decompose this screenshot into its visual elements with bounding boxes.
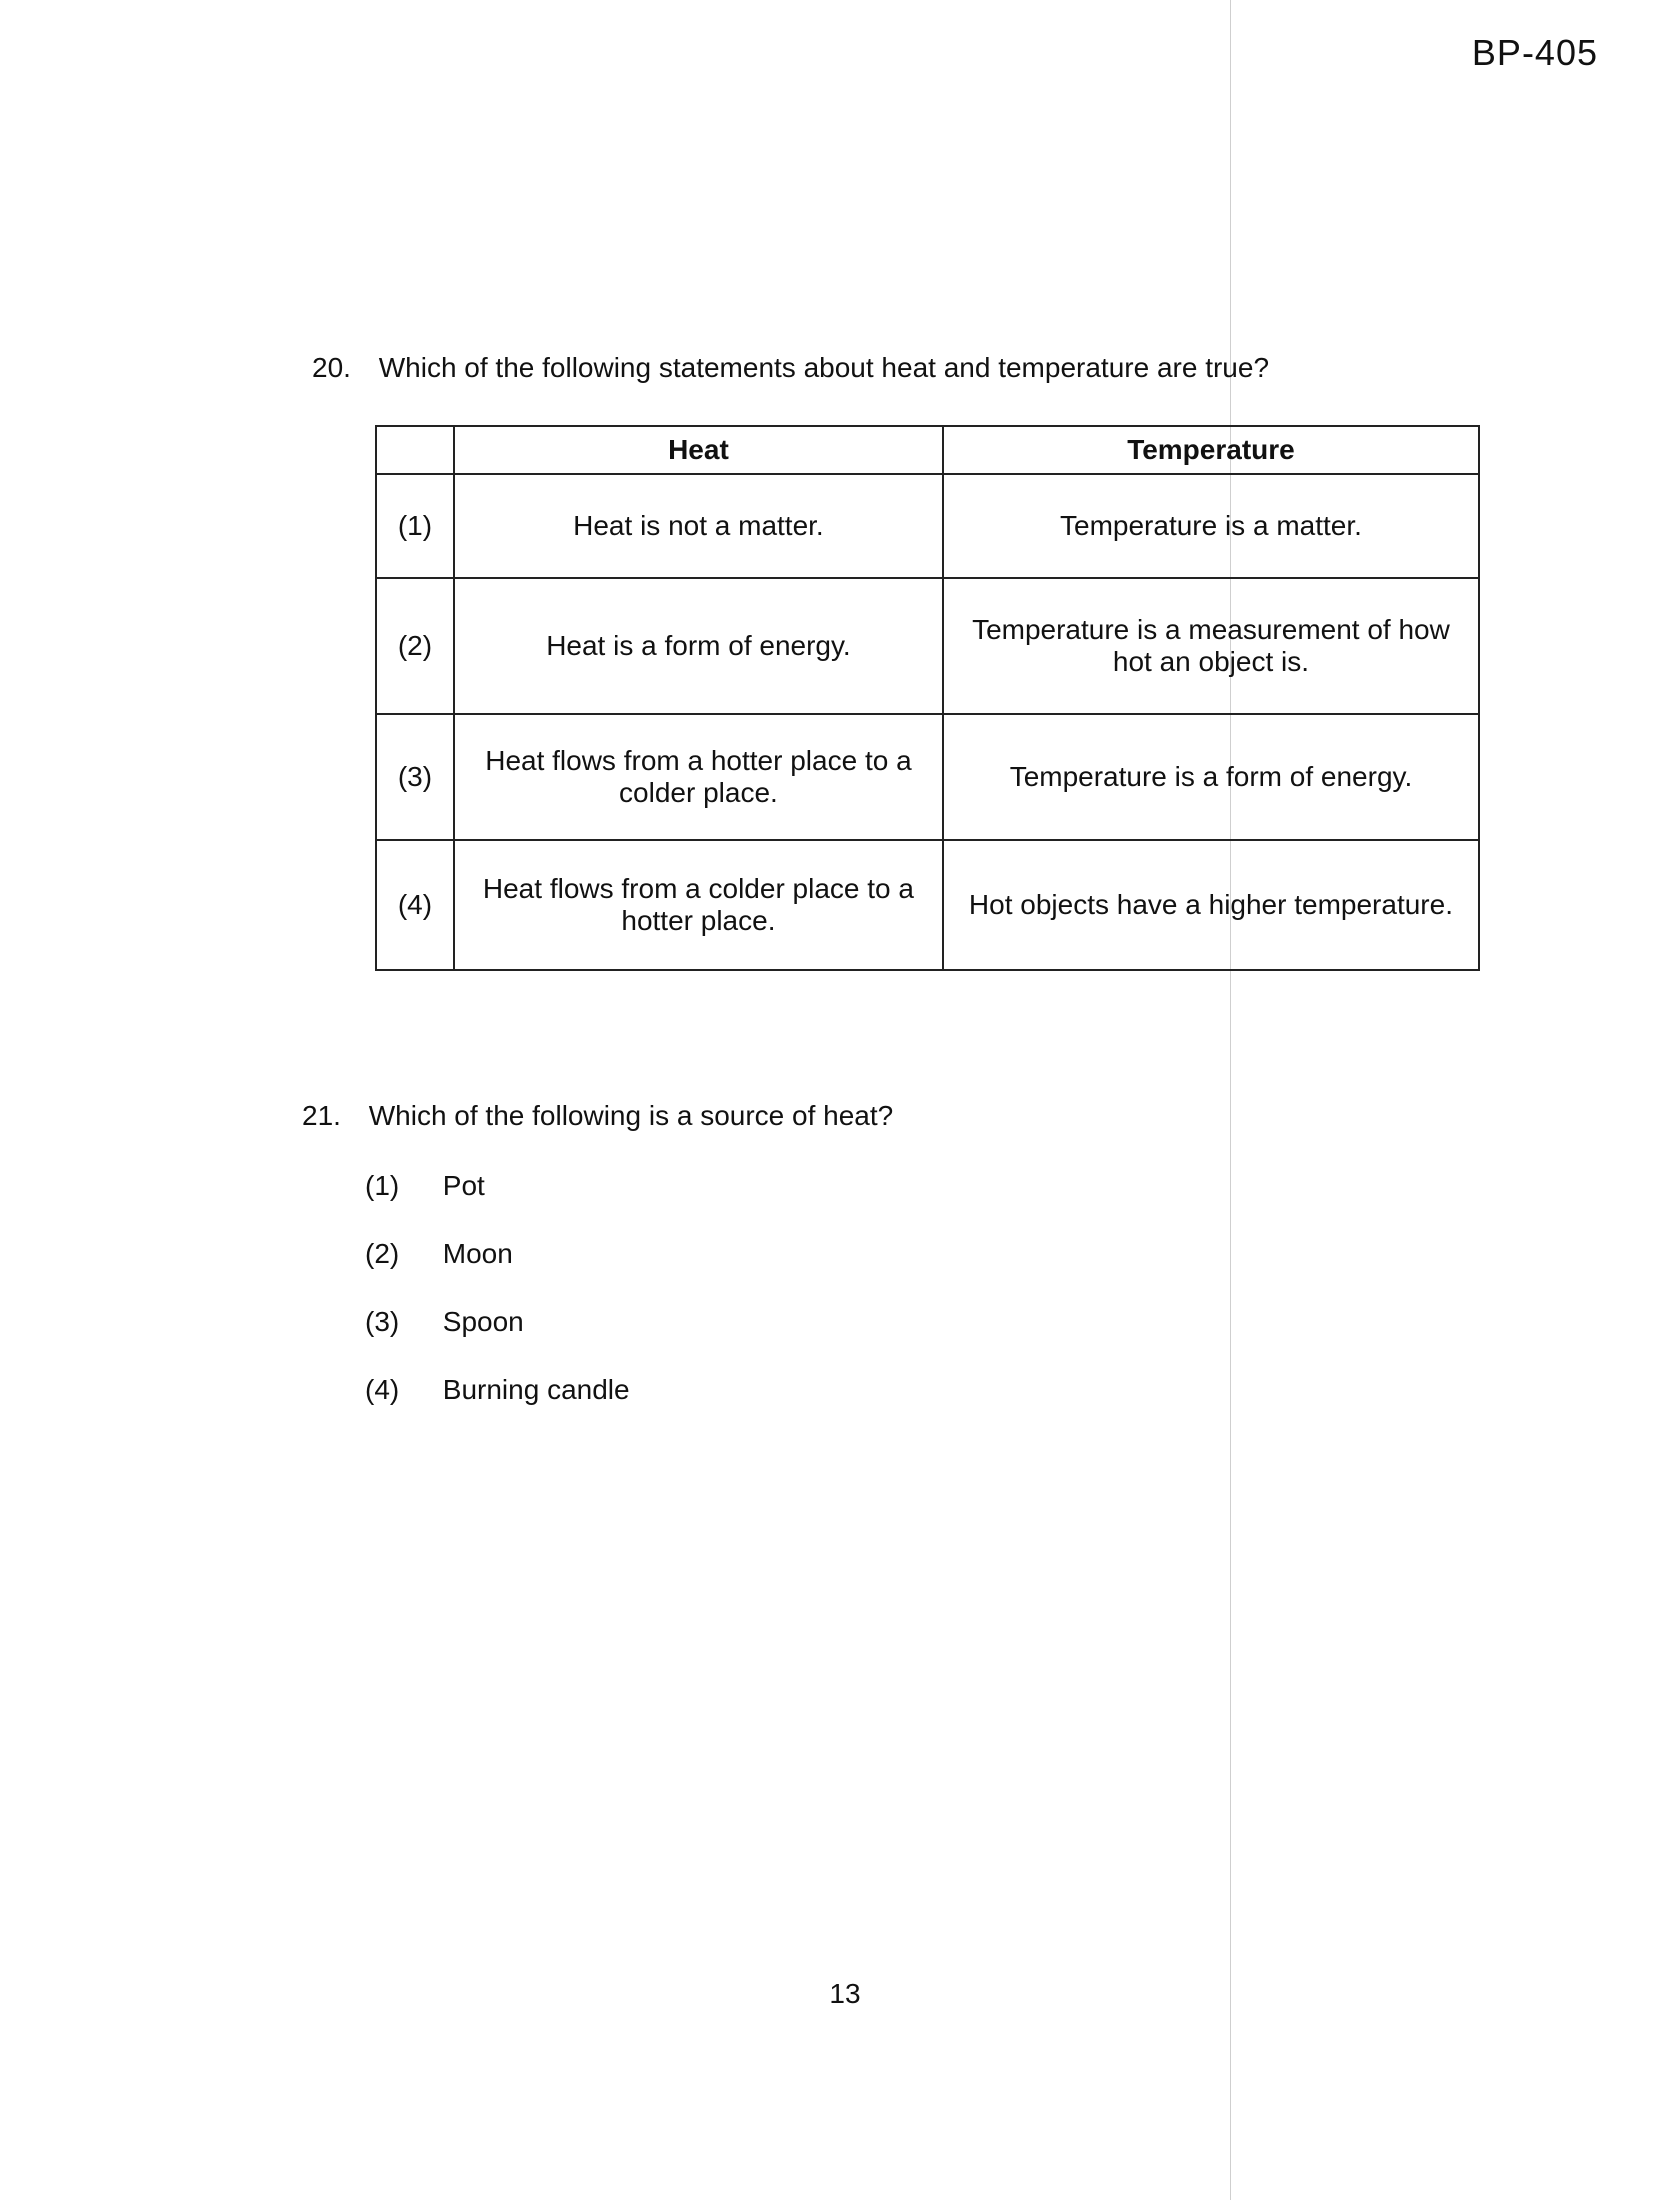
table-row xyxy=(376,714,1479,840)
heat-temperature-table xyxy=(375,425,1480,971)
option-text: Moon xyxy=(442,1238,513,1269)
question-text: Which of the following statements about heat and temperature are true? xyxy=(378,352,1270,383)
question-number: 20. xyxy=(312,352,351,383)
question-21 xyxy=(302,1100,893,1132)
option-number: (4) xyxy=(365,1374,400,1405)
temperature-statement: Temperature is a matter. xyxy=(943,474,1479,578)
table-row xyxy=(376,840,1479,970)
list-item xyxy=(365,1166,630,1234)
scan-artifact-line xyxy=(1230,0,1231,2200)
list-item xyxy=(365,1234,630,1302)
table-header-temperature: Temperature xyxy=(943,426,1479,474)
question-20 xyxy=(312,352,1269,384)
option-text: Burning candle xyxy=(442,1374,630,1405)
heat-statement: Heat flows from a hotter place to a colder place. xyxy=(454,714,943,840)
option-number: (4) xyxy=(376,840,454,970)
table-header-blank xyxy=(376,426,454,474)
temperature-statement: Temperature is a form of energy. xyxy=(943,714,1479,840)
question-number: 21. xyxy=(302,1100,341,1131)
document-code: BP-405 xyxy=(1471,32,1598,73)
option-number: (1) xyxy=(376,474,454,578)
page-number: 13 xyxy=(829,1978,861,2009)
table-header-heat: Heat xyxy=(454,426,943,474)
option-number: (1) xyxy=(365,1170,400,1201)
table-header-row xyxy=(376,426,1479,474)
option-number: (2) xyxy=(365,1238,400,1269)
table-row xyxy=(376,474,1479,578)
option-number: (3) xyxy=(376,714,454,840)
temperature-statement: Temperature is a measurement of how hot an object is. xyxy=(943,578,1479,714)
question-text: Which of the following is a source of heat? xyxy=(368,1100,894,1131)
heat-statement: Heat is not a matter. xyxy=(454,474,943,578)
answer-options xyxy=(365,1166,630,1438)
option-text: Pot xyxy=(442,1170,485,1201)
heat-statement: Heat is a form of energy. xyxy=(454,578,943,714)
option-number: (2) xyxy=(376,578,454,714)
option-number: (3) xyxy=(365,1306,400,1337)
option-text: Spoon xyxy=(442,1306,524,1337)
list-item xyxy=(365,1302,630,1370)
list-item xyxy=(365,1370,630,1438)
heat-statement: Heat flows from a colder place to a hotter place. xyxy=(454,840,943,970)
table-row xyxy=(376,578,1479,714)
temperature-statement: Hot objects have a higher temperature. xyxy=(943,840,1479,970)
